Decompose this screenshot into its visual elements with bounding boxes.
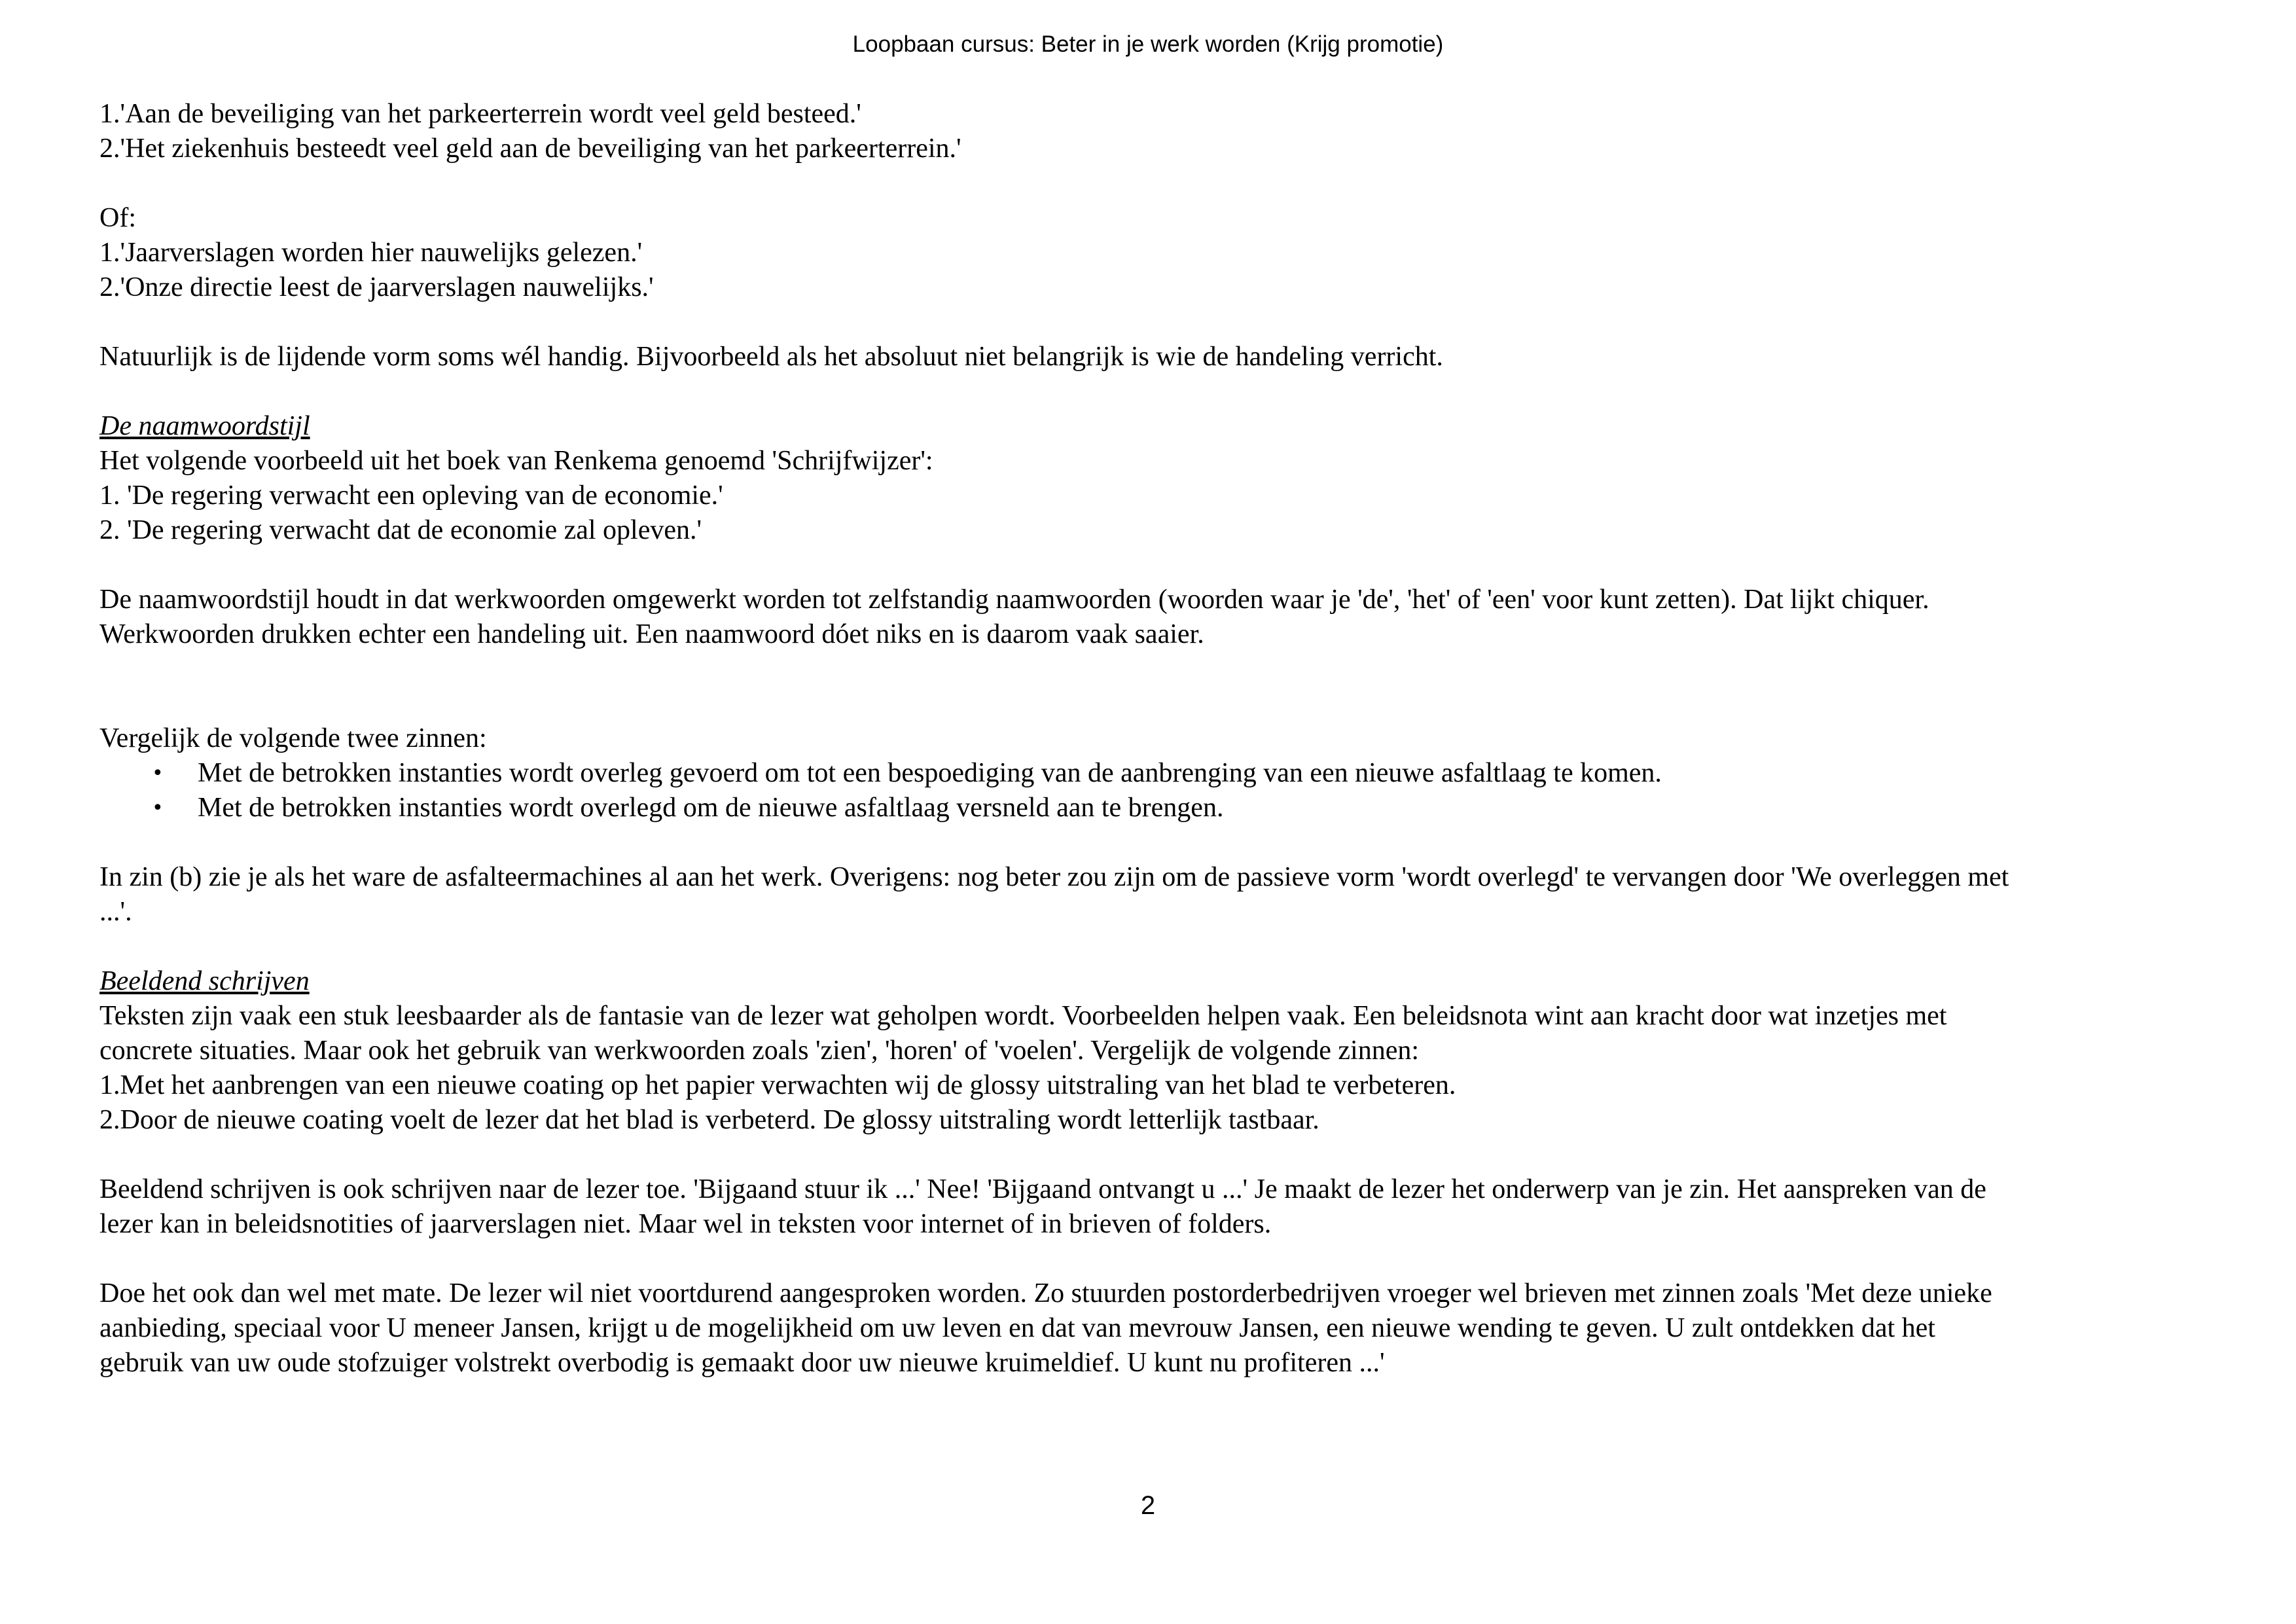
naamwoordstijl-example-line1: 1. 'De regering verwacht een opleving van de economie.' [99,480,723,511]
beeldend-para2-line2: lezer kan in beleidsnotities of jaarverslagen niet. Maar wel in teksten voor internet of in brieven of folders. [99,1209,1272,1239]
beeldend-para1-line1: Teksten zijn vaak een stuk leesbaarder als de fantasie van de lezer wat geholpen wordt. Voorbeelden helpen vaak. Een beleidsnota wint aan kracht door wat inzetjes met [99,1001,1947,1031]
page-number: 2 [1140,1491,1156,1520]
naamwoordstijl-example-line2: 2. 'De regering verwacht dat de economie zal opleven.' [99,515,702,545]
conclusion-line2: ...'. [99,897,132,927]
bullet-icon: • [152,797,164,820]
conclusion-line1: In zin (b) zie je als het ware de asfalteermachines al aan het werk. Overigens: nog beter zou zijn om de passieve vorm 'wordt overlegd' te vervangen door 'We overleggen met [99,862,2009,892]
list-item-text: Met de betrokken instanties wordt overlegd om de nieuwe asfaltlaag versneld aan te brengen. [198,793,1224,823]
example2-line1: 1.'Jaarverslagen worden hier nauwelijks gelezen.' [99,238,643,268]
example1-line1: 1.'Aan de beveiliging van het parkeerterrein wordt veel geld besteed.' [99,99,861,129]
section-heading-beeldend: Beeldend schrijven [99,966,310,996]
list-item-text: Met de betrokken instanties wordt overleg gevoerd om tot een bespoediging van de aanbrenging van een nieuwe asfaltlaag te komen. [198,758,1662,788]
example2-line2: 2.'Onze directie leest de jaarverslagen nauwelijks.' [99,272,654,302]
naamwoordstijl-intro: Het volgende voorbeeld uit het boek van Renkema genoemd 'Schrijfwijzer': [99,446,933,476]
spacer [99,305,2214,340]
spacer [99,929,2214,964]
passive-note: Natuurlijk is de lijdende vorm soms wél handig. Bijvoorbeeld als het absoluut niet belangrijk is wie de handeling verricht. [99,342,1443,372]
spacer [99,548,2214,583]
list-item [99,791,2214,825]
or-label: Of: [99,203,136,233]
spacer [99,374,2214,409]
beeldend-para1-line2: concrete situaties. Maar ook het gebruik van werkwoorden zoals 'zien', 'horen' of 'voelen'. Vergelijk de volgende zinnen: [99,1036,1420,1066]
naamwoordstijl-explanation-line1: De naamwoordstijl houdt in dat werkwoorden omgewerkt worden tot zelfstandig naamwoorden (woorden waar je 'de', 'het' of 'een' voor kunt zetten). Dat lijkt chiquer. [99,585,1929,615]
spacer [99,166,2214,201]
compare-intro: Vergelijk de volgende twee zinnen: [99,723,487,753]
bullet-list [99,756,2214,825]
beeldend-para3-line2: aanbieding, speciaal voor U meneer Jansen, krijgt u de mogelijkheid om uw leven en dat van mevrouw Jansen, een nieuwe wending te geven. U zult ontdekken dat het [99,1313,1935,1343]
list-item [99,756,2214,791]
page-header: Loopbaan cursus: Beter in je werk worden (Krijg promotie) [852,31,1444,57]
beeldend-example-line2: 2.Door de nieuwe coating voelt de lezer dat het blad is verbeterd. De glossy uitstraling wordt letterlijk tastbaar. [99,1105,1319,1135]
beeldend-para3-line3: gebruik van uw oude stofzuiger volstrekt overbodig is gemaakt door uw nieuwe kruimeldief. U kunt nu profiteren ...' [99,1348,1385,1378]
section-heading-naamwoordstijl: De naamwoordstijl [99,411,310,441]
spacer [99,1242,2214,1276]
beeldend-example-line1: 1.Met het aanbrengen van een nieuwe coating op het papier verwachten wij de glossy uitstraling van het blad te verbeteren. [99,1070,1456,1100]
spacer [99,825,2214,860]
spacer [99,652,2214,721]
spacer [99,1138,2214,1172]
naamwoordstijl-explanation-line2: Werkwoorden drukken echter een handeling uit. Een naamwoord dóet niks en is daarom vaak saaier. [99,619,1204,649]
bullet-icon: • [152,762,164,785]
beeldend-para3-line1: Doe het ook dan wel met mate. De lezer wil niet voortdurend aangesproken worden. Zo stuurden postorderbedrijven vroeger wel brieven met zinnen zoals 'Met deze unieke [99,1278,1992,1308]
example1-line2: 2.'Het ziekenhuis besteedt veel geld aan de beveiliging van het parkeerterrein.' [99,134,961,164]
beeldend-para2-line1: Beeldend schrijven is ook schrijven naar de lezer toe. 'Bijgaand stuur ik ...' Nee! 'Bijgaand ontvangt u ...' Je maakt de lezer het onderwerp van je zin. Het aanspreken van de [99,1174,1986,1204]
document-body [99,97,2214,1380]
